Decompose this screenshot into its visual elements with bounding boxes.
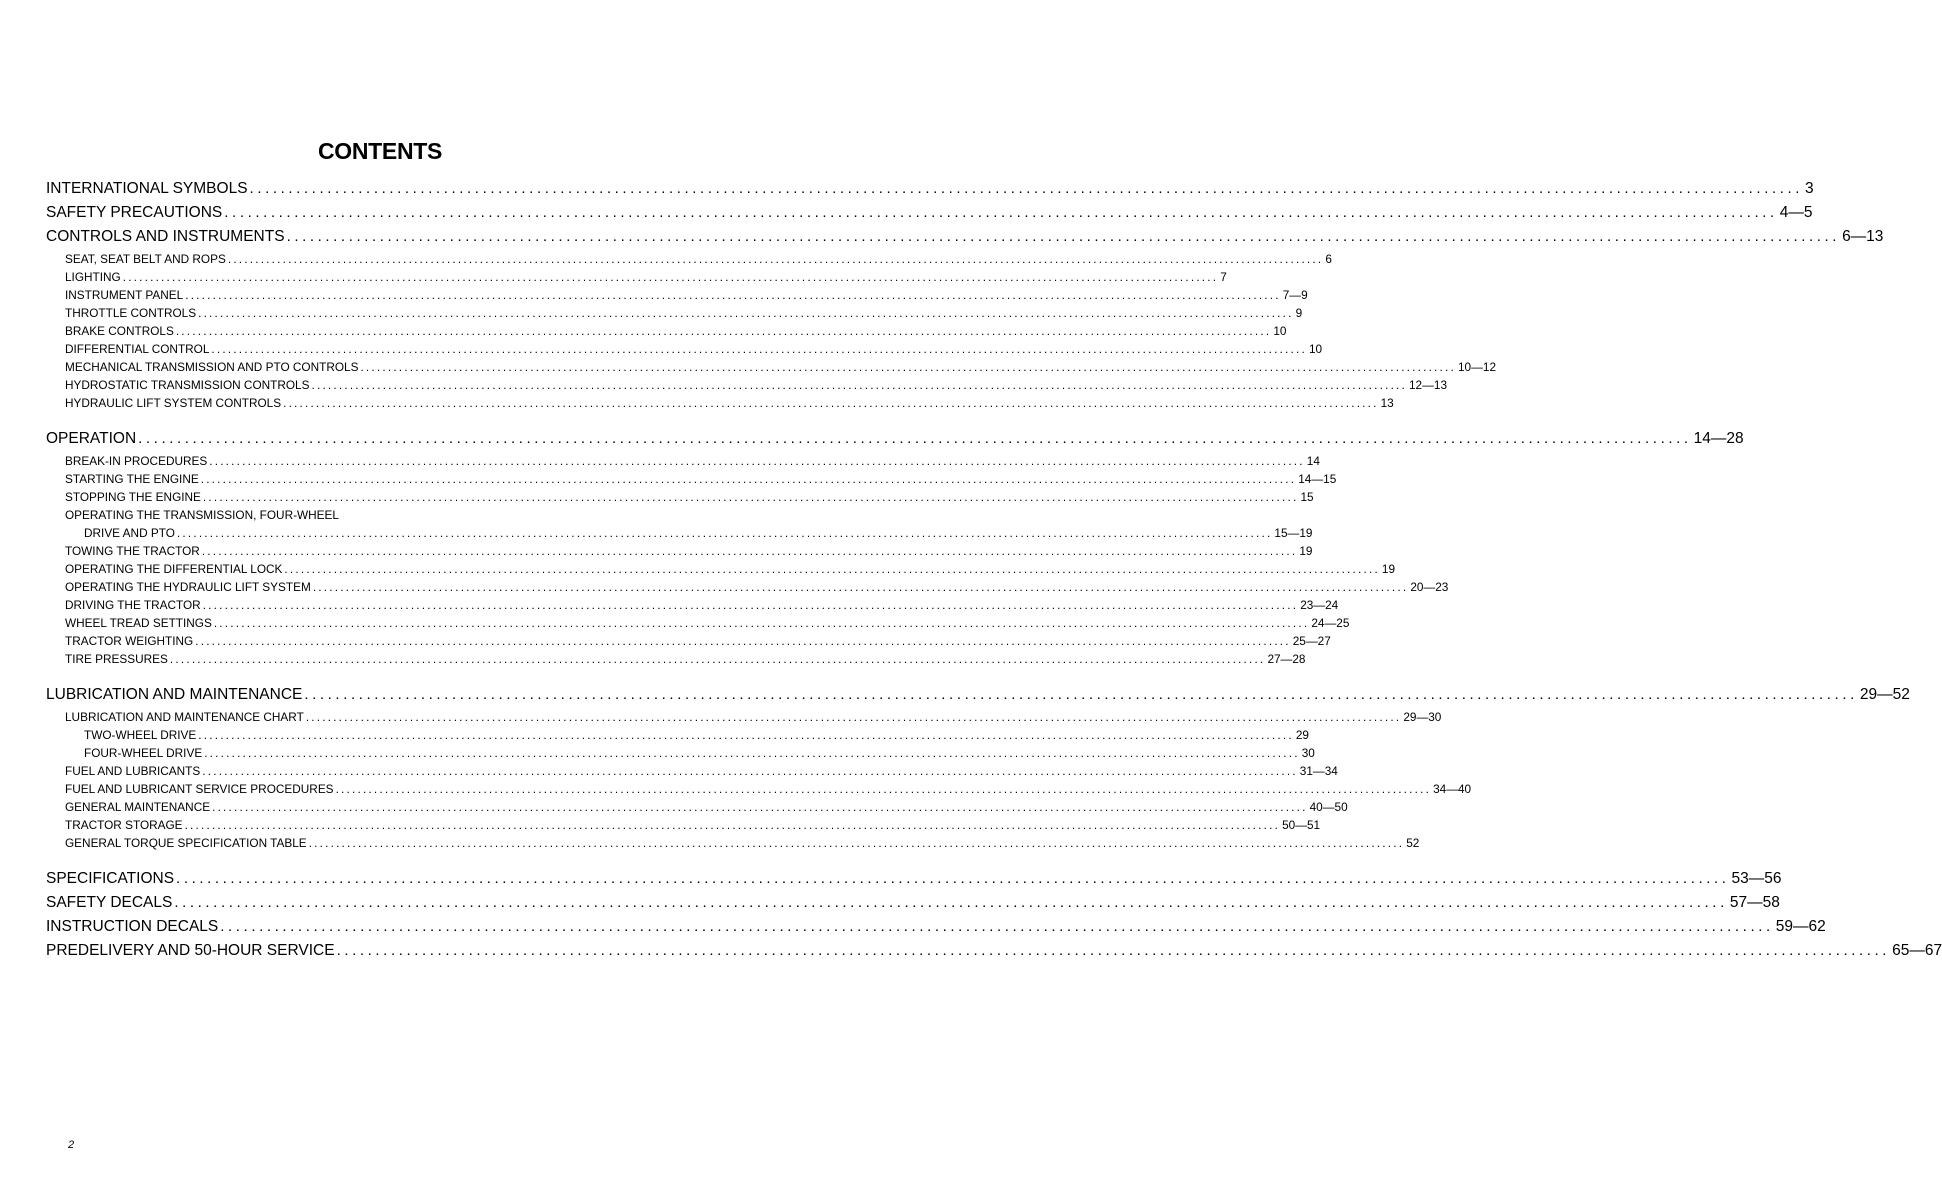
toc-entry	[65, 360, 1497, 374]
toc-entry	[65, 562, 1396, 576]
toc-leader-dots: ........................................................................................................................................................................................................	[283, 396, 1379, 410]
toc-entry-label: SAFETY PRECAUTIONS	[46, 204, 223, 221]
toc-entry	[46, 942, 1942, 960]
toc-leader-dots: ........................................................................................................................................................................................................	[224, 204, 1778, 221]
toc-entry-label: DIFFERENTIAL CONTROL	[65, 342, 210, 356]
toc-entry	[65, 580, 1449, 594]
toc-entry-label: SPECIFICATIONS	[46, 870, 175, 887]
toc-entry-label: MECHANICAL TRANSMISSION AND PTO CONTROLS	[65, 360, 359, 374]
toc-leader-dots: ........................................................................................................................................................................................................	[195, 634, 1291, 648]
toc-entry-page: 3	[1805, 180, 1814, 197]
toc-leader-dots: ........................................................................................................................................................................................................	[202, 490, 1299, 504]
toc-entry	[65, 306, 1303, 320]
toc-entry-page: 15—19	[1274, 526, 1313, 540]
toc-entry-label: STARTING THE ENGINE	[65, 472, 199, 486]
toc-entry-label: HYDRAULIC LIFT SYSTEM CONTROLS	[65, 396, 282, 410]
toc-leader-dots: ........................................................................................................................................................................................................	[212, 800, 1308, 814]
toc-entry	[65, 270, 1227, 284]
toc-entry-label: TRACTOR WEIGHTING	[65, 634, 194, 648]
toc-entry-page: 10	[1308, 342, 1323, 356]
toc-entry	[65, 544, 1313, 558]
toc-entry	[65, 324, 1287, 338]
toc-leader-dots: ........................................................................................................................................................................................................	[185, 288, 1281, 302]
toc-entry	[65, 634, 1331, 648]
toc-entry-label: FUEL AND LUBRICANT SERVICE PROCEDURES	[65, 782, 334, 796]
toc-entry-page: 25—27	[1292, 634, 1331, 648]
toc-entry-page: 29—52	[1859, 686, 1910, 703]
toc-entry-page: 14—28	[1693, 430, 1744, 447]
toc-leader-dots: ........................................................................................................................................................................................................	[305, 710, 1402, 724]
toc-entry-label: THROTTLE CONTROLS	[65, 306, 197, 320]
toc-entry-page: 14—15	[1298, 472, 1337, 486]
toc-entry-page: 7—9	[1282, 288, 1308, 302]
toc-leader-dots: ........................................................................................................................................................................................................	[308, 836, 1405, 850]
toc-leader-dots: ........................................................................................................................................................................................................	[138, 430, 1692, 447]
toc-leader-dots: ........................................................................................................................................................................................................	[169, 652, 1266, 666]
toc-entry	[46, 870, 1782, 888]
toc-entry	[65, 378, 1448, 392]
toc-entry-label: OPERATION	[46, 430, 137, 447]
toc-entry	[65, 396, 1394, 410]
toc-entry	[65, 818, 1321, 832]
toc-entry-label: TRACTOR STORAGE	[65, 818, 183, 832]
toc-leader-dots: ........................................................................................................................................................................................................	[211, 342, 1307, 356]
toc-entry-page: 29—30	[1403, 710, 1442, 724]
toc-leader-dots: ........................................................................................................................................................................................................	[201, 544, 1298, 558]
toc-entry-label: BREAK-IN PROCEDURES	[65, 454, 208, 468]
toc-entry	[65, 342, 1323, 356]
toc-entry	[65, 454, 1320, 468]
toc-entry-page: 14	[1306, 454, 1320, 468]
toc-entry-label: LUBRICATION AND MAINTENANCE	[46, 686, 303, 703]
toc-leader-dots: ........................................................................................................................................................................................................	[176, 870, 1730, 887]
toc-leader-dots: ........................................................................................................................................................................................................	[184, 818, 1281, 832]
toc-entry-page: 57—58	[1729, 894, 1780, 911]
toc-entry-label: HYDROSTATIC TRANSMISSION CONTROLS	[65, 378, 310, 392]
toc-entry-page: 30	[1301, 746, 1315, 760]
toc-entry-label: STOPPING THE ENGINE	[65, 490, 201, 504]
toc-leader-dots: ........................................................................................................................................................................................................	[286, 228, 1841, 245]
toc-entry-label: GENERAL MAINTENANCE	[65, 800, 211, 814]
toc-entry	[65, 782, 1472, 796]
toc-entry	[65, 836, 1420, 850]
toc-entry-label: LUBRICATION AND MAINTENANCE CHART	[65, 710, 304, 724]
toc-leader-dots: ........................................................................................................................................................................................................	[198, 728, 1294, 742]
toc-entry-page: 12—13	[1409, 378, 1448, 392]
toc-entry	[65, 490, 1314, 504]
toc-entry-page: 10	[1273, 324, 1287, 338]
page-number: 2	[68, 1139, 75, 1151]
toc-entry-label: INSTRUCTION DECALS	[46, 918, 219, 935]
toc-leader-dots: ........................................................................................................................................................................................................	[335, 782, 1432, 796]
toc-leader-dots: ........................................................................................................................................................................................................	[304, 686, 1858, 703]
toc-leader-dots: ........................................................................................................................................................................................................	[198, 306, 1294, 320]
toc-entry-label: INSTRUMENT PANEL	[65, 288, 184, 302]
toc-entry-page: 20—23	[1410, 580, 1449, 594]
toc-entry-label: LIGHTING	[65, 270, 121, 284]
toc-leader-dots: ........................................................................................................................................................................................................	[202, 764, 1298, 778]
toc-entry	[84, 728, 1309, 742]
toc-entry	[84, 526, 1313, 540]
toc-entry	[46, 894, 1780, 912]
toc-entry-label: CONTROLS AND INSTRUMENTS	[46, 228, 285, 245]
toc-entry-page: 27—28	[1267, 652, 1306, 666]
toc-entry-label: TOWING THE TRACTOR	[65, 544, 200, 558]
toc-entry-label: PREDELIVERY AND 50-HOUR SERVICE	[46, 942, 335, 959]
toc-leader-dots: ........................................................................................................................................................................................................	[209, 454, 1305, 468]
toc-entry-page: 24—25	[1311, 616, 1350, 630]
toc-entry	[46, 180, 1814, 198]
toc-entry	[65, 252, 1332, 266]
page-title: CONTENTS	[317, 138, 443, 164]
toc-entry	[46, 430, 1744, 448]
toc-entry-label: DRIVE AND PTO	[84, 526, 175, 540]
toc-entry	[46, 686, 1910, 704]
toc-entry-label: OPERATING THE DIFFERENTIAL LOCK	[65, 562, 283, 576]
toc-leader-dots: ........................................................................................................................................................................................................	[204, 746, 1300, 760]
toc-entry	[65, 288, 1308, 302]
toc-leader-dots: ........................................................................................................................................................................................................	[213, 616, 1310, 630]
toc-entry-label: DRIVING THE TRACTOR	[65, 598, 201, 612]
toc-entry-page: 15	[1300, 490, 1314, 504]
toc-leader-dots: ........................................................................................................................................................................................................	[176, 526, 1273, 540]
toc-entry	[65, 616, 1350, 630]
toc-entry-label: WHEEL TREAD SETTINGS	[65, 616, 212, 630]
toc-entry-page: 53—56	[1731, 870, 1782, 887]
toc-entry-page: 65—67	[1892, 942, 1942, 959]
toc-entry-page: 34—40	[1433, 782, 1472, 796]
toc-entry	[46, 204, 1813, 222]
toc-leader-dots: ........................................................................................................................................................................................................	[311, 378, 1407, 392]
toc-entry	[65, 598, 1339, 612]
toc-entry-page: 29	[1295, 728, 1309, 742]
toc-entry-label: INTERNATIONAL SYMBOLS	[46, 180, 248, 197]
toc-leader-dots: ........................................................................................................................................................................................................	[174, 894, 1728, 911]
toc-leader-dots: ........................................................................................................................................................................................................	[175, 324, 1272, 338]
toc-entry-page: 50—51	[1282, 818, 1321, 832]
toc-entry-page: 6—13	[1842, 228, 1884, 245]
toc-leader-dots: ........................................................................................................................................................................................................	[227, 252, 1324, 266]
toc-entry-page: 6	[1325, 252, 1332, 266]
toc-entry-page: 4—5	[1779, 204, 1813, 221]
toc-entry-label: BRAKE CONTROLS	[65, 324, 174, 338]
toc-entry	[65, 508, 802, 522]
toc-entry-page: 19	[1299, 544, 1313, 558]
toc-leader-dots: ........................................................................................................................................................................................................	[200, 472, 1297, 486]
toc-entry-label: OPERATING THE TRANSMISSION, FOUR-WHEEL	[65, 508, 339, 522]
toc-leader-dots: ........................................................................................................................................................................................................	[284, 562, 1380, 576]
toc-entry	[65, 652, 1306, 666]
toc-entry-label: TWO-WHEEL DRIVE	[84, 728, 197, 742]
toc-leader-dots: ........................................................................................................................................................................................................	[336, 942, 1891, 959]
toc-leader-dots: ........................................................................................................................................................................................................	[202, 598, 1299, 612]
toc-entry-label: FOUR-WHEEL DRIVE	[84, 746, 203, 760]
toc-entry-page: 23—24	[1300, 598, 1339, 612]
toc-entry-page: 10—12	[1457, 360, 1497, 374]
toc-entry-page: 40—50	[1309, 800, 1348, 814]
toc-leader-dots: ........................................................................................................................................................................................................	[122, 270, 1219, 284]
toc-entry-page: 52	[1406, 836, 1420, 850]
toc-entry	[65, 764, 1338, 778]
toc-entry-page: 19	[1381, 562, 1396, 576]
toc-leader-dots: ........................................................................................................................................................................................................	[360, 360, 1456, 374]
toc-entry	[65, 472, 1337, 486]
toc-entry-page: 59—62	[1775, 918, 1826, 935]
toc-entry-page: 7	[1220, 270, 1227, 284]
toc-entry	[84, 746, 1315, 760]
toc-entry-page: 13	[1380, 396, 1394, 410]
toc-entry-label: SAFETY DECALS	[46, 894, 173, 911]
toc-entry-label: GENERAL TORQUE SPECIFICATION TABLE	[65, 836, 307, 850]
toc-entry-page: 9	[1295, 306, 1303, 320]
toc-entry	[65, 710, 1442, 724]
toc-leader-dots: ........................................................................................................................................................................................................	[312, 580, 1409, 594]
toc-entry	[46, 228, 1884, 246]
toc-entry-label: TIRE PRESSURES	[65, 652, 168, 666]
toc-entry-page: 31—34	[1299, 764, 1338, 778]
toc-leader-dots: ........................................................................................................................................................................................................	[249, 180, 1804, 197]
toc-entry	[46, 918, 1826, 936]
toc-entry-label: OPERATING THE HYDRAULIC LIFT SYSTEM	[65, 580, 311, 594]
toc-leader-dots: ........................................................................................................................................................................................................	[220, 918, 1774, 935]
toc-entry	[65, 800, 1348, 814]
toc-entry-label: FUEL AND LUBRICANTS	[65, 764, 201, 778]
toc-entry-label: SEAT, SEAT BELT AND ROPS	[65, 252, 226, 266]
